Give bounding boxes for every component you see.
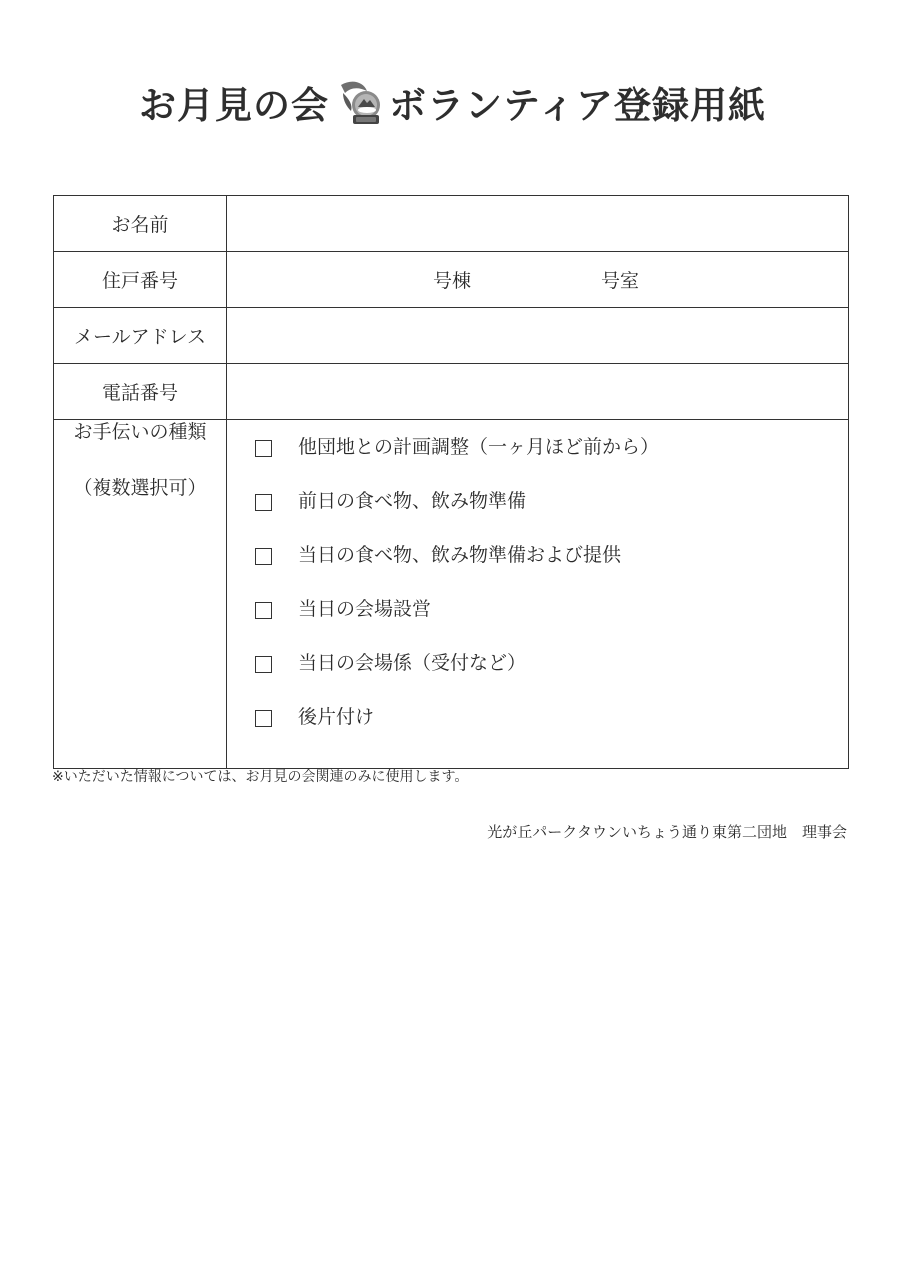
title-left-text: お月見の会	[138, 84, 329, 127]
option-label: 当日の食べ物、飲み物準備および提供	[298, 544, 622, 566]
option-item[interactable]	[227, 434, 848, 488]
address-label: 住戸番号	[54, 252, 227, 308]
email-row	[54, 308, 849, 364]
option-item[interactable]	[227, 596, 848, 650]
help-type-row	[54, 420, 849, 769]
volunteer-form-table	[53, 195, 849, 769]
option-item[interactable]	[227, 488, 848, 542]
checkbox[interactable]	[255, 602, 272, 619]
help-type-label	[54, 420, 227, 769]
help-type-label-line2: （複数選択可）	[73, 477, 207, 499]
help-type-options	[227, 420, 849, 769]
address-row	[54, 252, 849, 308]
address-field[interactable]	[227, 252, 849, 308]
option-item[interactable]	[227, 650, 848, 704]
moon-rabbit-icon	[333, 77, 385, 127]
option-label: 他団地との計画調整（一ヶ月ほど前から）	[298, 436, 660, 458]
name-label: お名前	[54, 196, 227, 252]
checkbox[interactable]	[255, 656, 272, 673]
title-right-text: ボランティア登録用紙	[388, 84, 767, 127]
option-label: 前日の食べ物、飲み物準備	[298, 490, 527, 512]
room-unit-label: 号室	[601, 270, 640, 292]
phone-label: 電話番号	[54, 364, 227, 420]
checkbox[interactable]	[255, 440, 272, 457]
checkbox[interactable]	[255, 548, 272, 565]
name-field[interactable]	[227, 196, 849, 252]
option-label: 当日の会場設営	[298, 598, 432, 620]
phone-row	[54, 364, 849, 420]
checkbox[interactable]	[255, 710, 272, 727]
help-type-label-line1: お手伝いの種類	[73, 421, 207, 443]
page-title	[0, 72, 905, 132]
name-row	[54, 196, 849, 252]
option-item[interactable]	[227, 542, 848, 596]
option-label: 後片付け	[298, 706, 375, 728]
building-unit-label: 号棟	[433, 270, 472, 292]
checkbox[interactable]	[255, 494, 272, 511]
option-label: 当日の会場係（受付など）	[298, 652, 527, 674]
privacy-note: ※いただいた情報については、お月見の会関連のみに使用します。	[52, 769, 469, 785]
option-item[interactable]	[227, 704, 848, 758]
email-label: メールアドレス	[54, 308, 227, 364]
phone-field[interactable]	[227, 364, 849, 420]
email-field[interactable]	[227, 308, 849, 364]
organization-name: 光が丘パークタウンいちょう通り東第二団地 理事会	[487, 823, 847, 841]
